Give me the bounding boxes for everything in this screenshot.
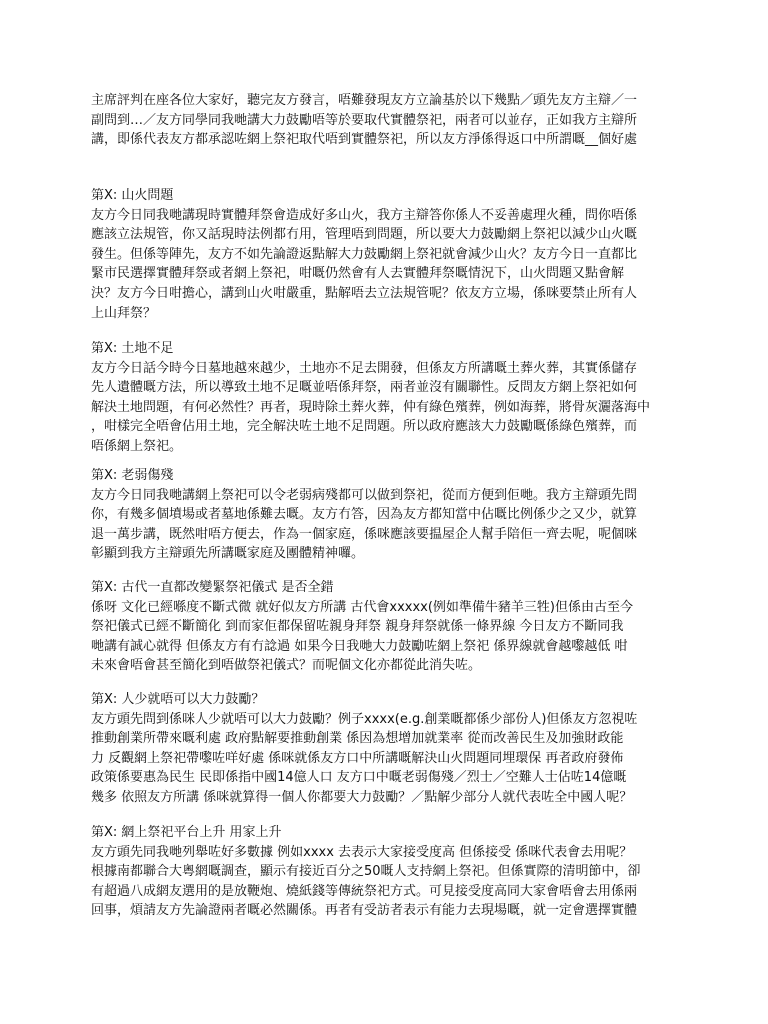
text-line: 根據南都聯合大粵網嘅調查，顯示有接近百分之50嘅人支持網上祭祀。但係實際的清明節中，卻 — [91, 864, 641, 880]
intro-paragraph — [91, 91, 691, 150]
text-line: 哋講有誠心就得 但係友方有冇諗過 如果今日我哋大力鼓勵咗網上祭祀 係界線就會越嚟越低 咁 — [91, 638, 628, 654]
text-line: 解決土地問題，有何必然性？再者，現時除土葬火葬，仲有綠色殯葬，例如海葬，將骨灰灑落海中 — [91, 399, 651, 415]
text-line: 決？友方今日咁擔心，講到山火咁嚴重，點解唔去立法規管呢？依友方立場，係咪要禁止所有人 — [91, 285, 638, 301]
text-line: 友方今日同我哋講網上祭祀可以令老弱病殘都可以做到祭祀，從而方便到佢哋。我方主辯頭先問 — [91, 487, 638, 503]
text-line: 祭祀儀式已經不斷簡化 到而家佢都保留咗親身拜祭 親身拜祭就係一條界線 今日友方不斷同我 — [91, 619, 624, 635]
text-line: 友方今日話今時今日墓地越來越少，土地亦不足去開發，但係友方所講嘅土葬火葬，其實係儲存 — [91, 360, 638, 376]
section-heading: 第X: 山火問題 — [91, 188, 174, 203]
section-heading: 第X: 古代一直都改變緊祭祀儀式 是否全錯 — [91, 580, 334, 595]
text-line: ，咁樣完全唔會佔用土地，完全解決咗土地不足問題。所以政府應該大力鼓勵嘅係綠色殯葬，而 — [91, 419, 638, 435]
text-line: 係呀 文化已經喺度不斷式微 就好似友方所講 古代會xxxxx(例如準備牛豬羊三牲)但係由古至今 — [91, 599, 634, 615]
text-line: 彰顯到我方主辯頭先所講嘅家庭及團體精神囉。 — [91, 546, 365, 562]
text-line: 副問到…／友方同學同我哋講大力鼓勵唔等於要取代實體祭祀，兩者可以並存，正如我方主辯所 — [91, 112, 638, 128]
text-line: 主席評判在座各位大家好，聽完友方發言，唔難發現友方立論基於以下幾點／頭先友方主辯／一 — [91, 93, 638, 108]
text-line: 緊市民選擇實體拜祭或者網上祭祀，咁嘅仍然會有人去實體拜祭嘅情況下，山火問題又點會解 — [91, 266, 625, 282]
text-line: 力 反觀網上祭祀帶嚟咗咩好處 係咪就係友方口中所講嘅解決山火問題同埋環保 再者政府發佈 — [91, 750, 624, 766]
text-line: 先人遺體嘅方法，所以導致土地不足嘅並唔係拜祭，兩者並沒有關聯性。反問友方網上祭祀如何 — [91, 380, 638, 396]
section-elderly-disabled — [91, 466, 691, 564]
text-line: 未來會唔會甚至簡化到唔做祭祀儀式？而呢個文化亦都從此消失咗。 — [91, 658, 482, 674]
section-online-platform-growth — [91, 823, 691, 921]
section-minority — [91, 690, 691, 808]
section-wildfire — [91, 186, 691, 323]
section-heading: 第X: 網上祭祀平台上升 用家上升 — [91, 825, 282, 840]
text-line: 上山拜祭？ — [91, 305, 157, 321]
text-line: 推動創業所帶來嘅利處 政府點解要推動創業 係因為想增加就業率 從而改善民生及加強財政能 — [91, 731, 624, 747]
text-line: 發生。但係等陣先，友方不如先論證返點解大力鼓勵網上祭祀就會減少山火？友方今日一直都比 — [91, 246, 638, 262]
text-line: 政策係要惠為民生 民即係指中國14億人口 友方口中嘅老弱傷殘／烈士／空難人士佔咗14億嘅 — [91, 770, 627, 786]
section-ancient-rituals — [91, 578, 691, 676]
text-line: 你，有幾多個墳場或者墓地係難去嘅。友方冇答，因為友方都知當中佔嘅比例係少之又少，就算 — [91, 507, 638, 523]
text-line: 講，即係代表友方都承認咗網上祭祀取代唔到實體祭祀，所以友方淨係得返口中所謂嘅__個好處 — [91, 132, 638, 148]
text-line: 有超過八成網友選用的是放鞭炮、燒紙錢等傳統祭祀方式。可見接受度高同大家會唔會去用係兩 — [91, 883, 638, 899]
section-heading: 第X: 土地不足 — [91, 341, 174, 356]
text-line: 回事，煩請友方先論證兩者嘅必然關係。再者有受訪者表示有能力去現場嘅，就一定會選擇實體 — [91, 903, 638, 919]
text-line: 唔係網上祭祀。 — [91, 438, 183, 454]
text-line: 應該立法規管，你又話現時法例都冇用，管理唔到問題，所以要大力鼓勵網上祭祀以減少山火嘅 — [91, 227, 638, 243]
text-line: 友方頭先問到係咪人少就唔可以大力鼓勵？例子xxxx(e.g.創業嘅都係少部份人)但係友方忽視咗 — [91, 711, 638, 727]
text-line: 幾多 依照友方所講 係咪就算得一個人你都要大力鼓勵？／點解少部分人就代表咗全中國人呢？ — [91, 789, 633, 805]
text-line: 友方今日同我哋講現時實體拜祭會造成好多山火，我方主辯答你係人不妥善處理火種，問你唔係 — [91, 207, 638, 223]
text-line: 友方頭先同我哋列舉咗好多數據 例如xxxx 去表示大家接受度高 但係接受 係咪代表會去用呢？ — [91, 844, 633, 860]
section-heading: 第X: 人少就唔可以大力鼓勵？ — [91, 692, 265, 707]
section-heading: 第X: 老弱傷殘 — [91, 468, 174, 483]
text-line: 退一萬步講，既然咁唔方便去，作為一個家庭，係咪應該要揾屋企人幫手陪佢一齊去呢，呢個咪 — [91, 526, 638, 542]
section-land-shortage — [91, 339, 691, 457]
